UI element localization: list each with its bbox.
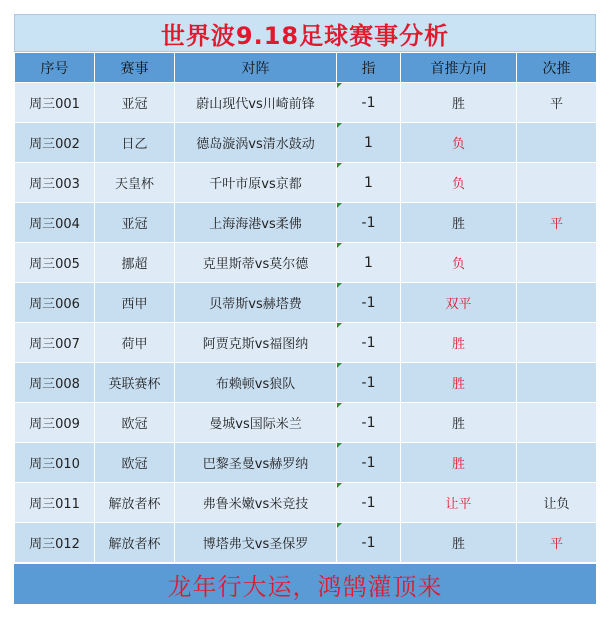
row-alt: [517, 163, 597, 203]
table-row: [15, 523, 597, 563]
table-row: [15, 163, 597, 203]
header-league: 赛事: [95, 53, 175, 83]
row-line: 1: [337, 123, 401, 163]
row-line: 1: [337, 163, 401, 203]
row-match: 弗鲁米嫩vs米竞技: [175, 483, 337, 523]
row-alt: [517, 403, 597, 443]
row-match: 巴黎圣曼vs赫罗纳: [175, 443, 337, 483]
row-match: 上海海港vs柔佛: [175, 203, 337, 243]
row-alt: [517, 123, 597, 163]
row-id: 周三003: [15, 163, 95, 203]
row-pick: 让平: [401, 483, 517, 523]
row-line: -1: [337, 323, 401, 363]
row-league: 天皇杯: [95, 163, 175, 203]
row-pick: 胜: [401, 203, 517, 243]
row-pick: 胜: [401, 523, 517, 563]
header-row: [15, 53, 597, 83]
row-line: -1: [337, 283, 401, 323]
row-league: 亚冠: [95, 83, 175, 123]
table-row: [15, 323, 597, 363]
row-pick: 负: [401, 243, 517, 283]
row-id: 周三007: [15, 323, 95, 363]
row-line: -1: [337, 83, 401, 123]
footer-slogan: 龙年行大运，鸿鹄灌顶来: [14, 564, 596, 604]
row-id: 周三004: [15, 203, 95, 243]
row-match: 博塔弗戈vs圣保罗: [175, 523, 337, 563]
table-row: [15, 283, 597, 323]
row-line: -1: [337, 443, 401, 483]
row-pick: 胜: [401, 323, 517, 363]
row-id: 周三005: [15, 243, 95, 283]
header-match: 对阵: [175, 53, 337, 83]
row-alt: [517, 323, 597, 363]
row-league: 英联赛杯: [95, 363, 175, 403]
row-league: 西甲: [95, 283, 175, 323]
row-line: -1: [337, 523, 401, 563]
row-pick: 双平: [401, 283, 517, 323]
row-pick: 胜: [401, 363, 517, 403]
row-alt: [517, 443, 597, 483]
table-row: [15, 123, 597, 163]
row-match: 德岛漩涡vs清水鼓动: [175, 123, 337, 163]
analysis-sheet: [14, 14, 596, 604]
row-league: 日乙: [95, 123, 175, 163]
table-row: [15, 363, 597, 403]
row-league: 挪超: [95, 243, 175, 283]
row-id: 周三002: [15, 123, 95, 163]
row-league: 解放者杯: [95, 523, 175, 563]
row-line: -1: [337, 403, 401, 443]
table-row: [15, 203, 597, 243]
row-alt: 让负: [517, 483, 597, 523]
row-league: 欧冠: [95, 403, 175, 443]
header-id: 序号: [15, 53, 95, 83]
row-id: 周三011: [15, 483, 95, 523]
row-pick: 胜: [401, 83, 517, 123]
row-alt: [517, 243, 597, 283]
row-line: -1: [337, 363, 401, 403]
row-id: 周三001: [15, 83, 95, 123]
row-league: 荷甲: [95, 323, 175, 363]
table-row: [15, 403, 597, 443]
sheet-title: 世界波9.18足球赛事分析: [14, 14, 596, 52]
table-row: [15, 243, 597, 283]
row-match: 千叶市原vs京都: [175, 163, 337, 203]
header-pick: 首推方向: [401, 53, 517, 83]
row-match: 阿贾克斯vs福图纳: [175, 323, 337, 363]
row-line: -1: [337, 203, 401, 243]
row-line: 1: [337, 243, 401, 283]
row-id: 周三010: [15, 443, 95, 483]
table-row: [15, 83, 597, 123]
row-league: 欧冠: [95, 443, 175, 483]
row-id: 周三009: [15, 403, 95, 443]
row-pick: 胜: [401, 443, 517, 483]
row-match: 贝蒂斯vs赫塔费: [175, 283, 337, 323]
row-alt: [517, 283, 597, 323]
table-row: [15, 443, 597, 483]
row-pick: 负: [401, 163, 517, 203]
row-match: 蔚山现代vs川崎前锋: [175, 83, 337, 123]
row-league: 亚冠: [95, 203, 175, 243]
row-match: 克里斯蒂vs莫尔德: [175, 243, 337, 283]
row-alt: 平: [517, 203, 597, 243]
row-id: 周三012: [15, 523, 95, 563]
table-row: [15, 483, 597, 523]
row-line: -1: [337, 483, 401, 523]
row-match: 布赖顿vs狼队: [175, 363, 337, 403]
row-alt: 平: [517, 83, 597, 123]
row-match: 曼城vs国际米兰: [175, 403, 337, 443]
row-alt: [517, 363, 597, 403]
match-table: [14, 52, 597, 563]
row-id: 周三008: [15, 363, 95, 403]
header-alt: 次推: [517, 53, 597, 83]
row-alt: 平: [517, 523, 597, 563]
row-id: 周三006: [15, 283, 95, 323]
row-league: 解放者杯: [95, 483, 175, 523]
row-pick: 负: [401, 123, 517, 163]
row-pick: 胜: [401, 403, 517, 443]
header-line: 指: [337, 53, 401, 83]
